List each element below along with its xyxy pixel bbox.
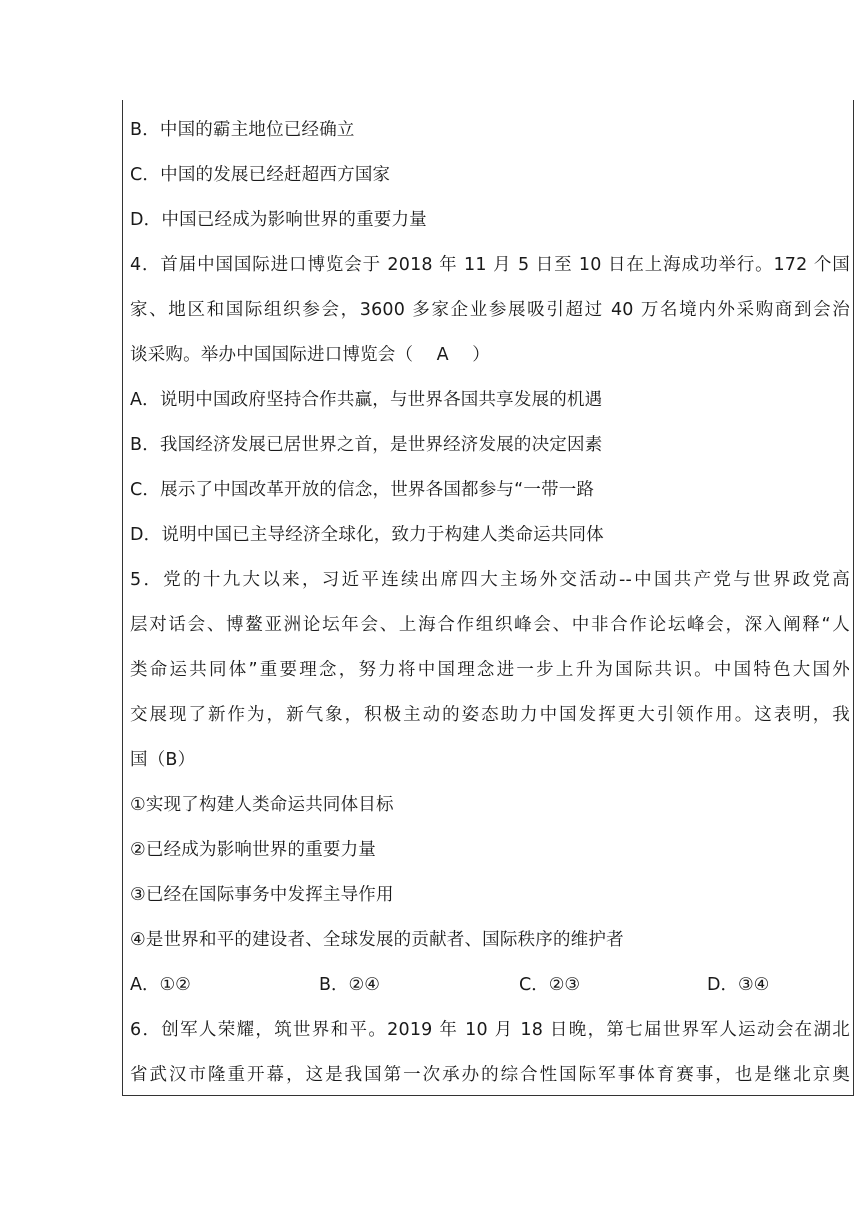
text-line: C．中国的发展已经赶超西方国家	[130, 165, 391, 185]
text-line: B．中国的霸主地位已经确立	[130, 120, 355, 140]
text-line: D．中国已经成为影响世界的重要力量	[130, 210, 427, 230]
text-line: 层对话会、博鳌亚洲论坛年会、上海合作组织峰会、中非合作论坛峰会，深入阐释“人	[130, 615, 850, 635]
text-line: 交展现了新作为，新气象，积极主动的姿态助力中国发挥更大引领作用。这表明，我	[130, 705, 850, 725]
text-line: B．我国经济发展已居世界之首，是世界经济发展的决定因素	[130, 435, 603, 455]
text-line: 家、地区和国际组织参会，3600 多家企业参展吸引超过 40 万名境内外采购商到会治	[130, 300, 850, 320]
text-line: D．说明中国已主导经济全球化，致力于构建人类命运共同体	[130, 525, 604, 545]
text-line: 类命运共同体”重要理念，努力将中国理念进一步上升为国际共识。中国特色大国外	[130, 660, 850, 680]
text-line: ③已经在国际事务中发挥主导作用	[130, 885, 394, 905]
answer-option-b: B．②④	[319, 975, 380, 995]
text-line: C．展示了中国改革开放的信念，世界各国都参与“一带一路	[130, 480, 595, 500]
text-line: 4．首届中国国际进口博览会于 2018 年 11 月 5 日至 10 日在上海成功举行。172 个国	[130, 255, 850, 275]
text-line: ②已经成为影响世界的重要力量	[130, 840, 376, 860]
answer-option-a: A．①②	[130, 975, 191, 995]
text-line: 谈采购。举办中国国际进口博览会（ A ）	[130, 345, 490, 365]
text-line: A．说明中国政府坚持合作共赢，与世界各国共享发展的机遇	[130, 390, 603, 410]
text-line: ④是世界和平的建设者、全球发展的贡献者、国际秩序的维护者	[130, 930, 624, 950]
answer-option-d: D．③④	[707, 975, 770, 995]
text-line: 6．创军人荣耀，筑世界和平。2019 年 10 月 18 日晚，第七届世界军人运动会在湖北	[130, 1020, 850, 1040]
text-line: 5．党的十九大以来，习近平连续出席四大主场外交活动--中国共产党与世界政党高	[130, 570, 850, 590]
answer-option-c: C．②③	[519, 975, 581, 995]
text-line: 省武汉市隆重开幕，这是我国第一次承办的综合性国际军事体育赛事，也是继北京奥	[130, 1065, 850, 1085]
text-line: ①实现了构建人类命运共同体目标	[130, 795, 394, 815]
text-line: 国（B）	[130, 750, 196, 770]
